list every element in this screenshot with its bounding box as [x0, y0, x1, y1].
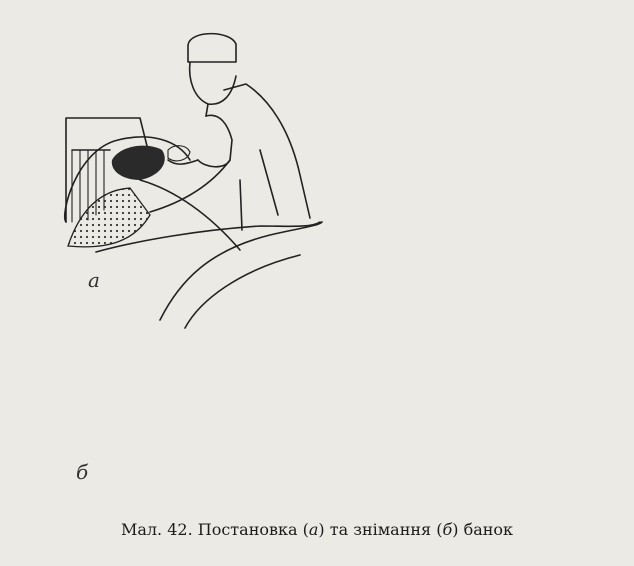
caption-a: а: [308, 520, 319, 539]
caption-mid: ) та знімання (: [318, 520, 443, 539]
caption-prefix: Мал. 42. Постановка (: [120, 520, 309, 539]
caption-suffix: ) банок: [452, 520, 514, 539]
label-a: а: [88, 268, 100, 292]
caption-b: б: [442, 520, 453, 539]
figure-caption: [0, 520, 634, 539]
panel-a-drawing: [65, 34, 322, 328]
label-b: б: [76, 460, 89, 484]
